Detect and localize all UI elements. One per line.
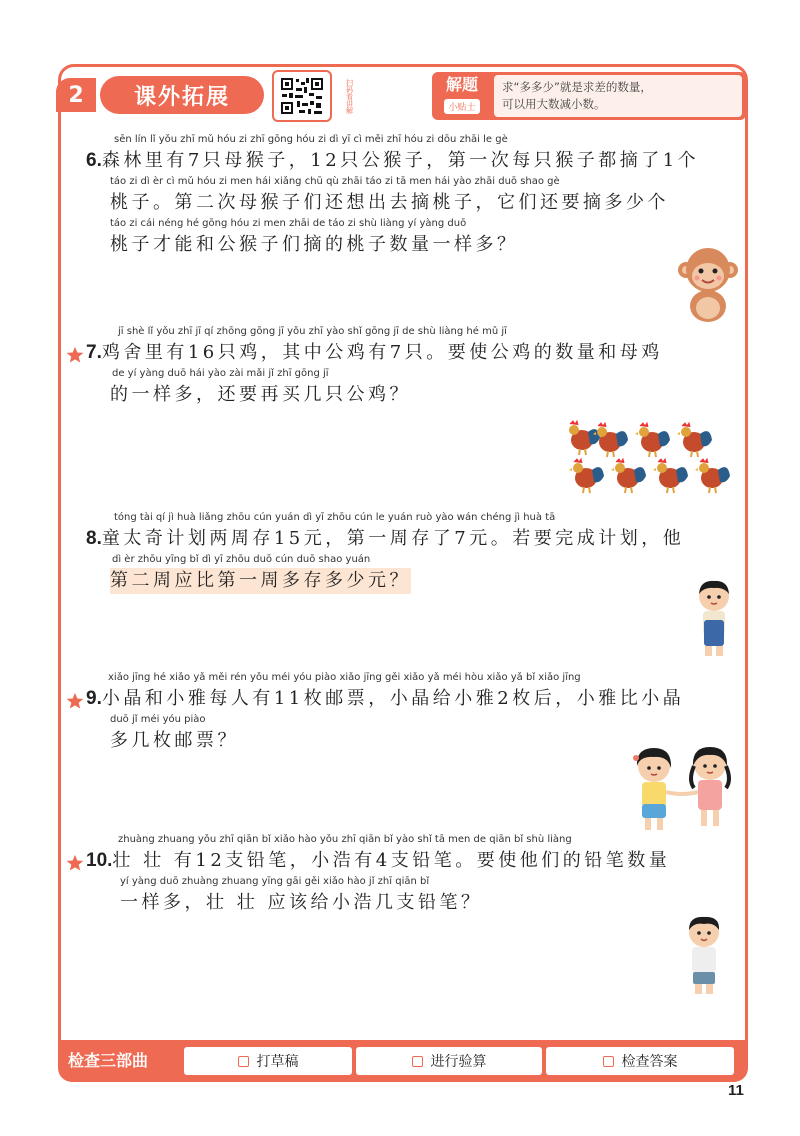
tip-tag-title: 解题 bbox=[445, 75, 478, 94]
problem-number: 9 bbox=[86, 688, 97, 709]
tip-text bbox=[494, 75, 742, 117]
problem-line bbox=[86, 326, 746, 368]
problem-line bbox=[86, 512, 746, 554]
problem-text: 8.童太奇计划两周存15元，第一周存了7元。若要完成计划，他 bbox=[86, 528, 685, 549]
tip-line-1: 求“多多少”就是求差的数量， bbox=[502, 80, 652, 94]
pinyin-line: tóng tài qí jì huà liǎng zhōu cún yuán dì yī zhōu cún le yuán ruò yào wán chéng jì huà tā bbox=[114, 512, 556, 523]
check-steps-label: 检查三部曲 bbox=[68, 1051, 149, 1070]
problem-6 bbox=[86, 134, 746, 260]
checkbox-icon bbox=[238, 1056, 249, 1067]
pinyin-line: yí yàng duō zhuàng zhuang yīng gāi gěi xiǎo hào jǐ zhī qiān bǐ bbox=[120, 876, 430, 887]
problem-number: 8 bbox=[86, 528, 97, 549]
section-number: 2 bbox=[56, 78, 96, 112]
qr-code[interactable] bbox=[272, 70, 332, 122]
roosters-illustration-icon bbox=[568, 420, 738, 496]
problem-line bbox=[86, 876, 746, 918]
tip-tag bbox=[436, 75, 488, 114]
tip-tag-sub: 小贴士 bbox=[444, 99, 479, 114]
boy-with-pencils-illustration-icon bbox=[680, 914, 730, 996]
star-icon bbox=[66, 692, 84, 710]
pinyin-line: táo zi cái néng hé gōng hóu zi men zhāi de táo zi shù liàng yí yàng duō bbox=[110, 218, 467, 229]
problem-text-line: 小晶和小雅每人有11枚邮票，小晶给小雅2枚后，小雅比小晶 bbox=[101, 688, 685, 709]
problem-text: 9.小晶和小雅每人有11枚邮票，小晶给小雅2枚后，小雅比小晶 bbox=[86, 688, 685, 709]
step-check-answer-label: 检查答案 bbox=[621, 1054, 678, 1070]
problem-line bbox=[86, 368, 746, 410]
step-check-answer-checkbox[interactable] bbox=[546, 1047, 734, 1075]
problem-text: 10.壮 壮 有12支铅笔，小浩有4支铅笔。要使他们的铅笔数量 bbox=[86, 850, 671, 871]
pinyin-line: dì èr zhōu yīng bǐ dì yī zhōu duō cún duō shao yuán bbox=[112, 554, 371, 565]
boy-illustration-icon bbox=[690, 578, 738, 660]
pinyin-line: jī shè lǐ yǒu zhī jī qí zhōng gōng jī yǒu zhī yào shǐ gōng jī de shù liàng hé mǔ jī bbox=[118, 326, 507, 337]
qr-code-icon bbox=[279, 76, 325, 116]
pinyin-line: zhuàng zhuang yǒu zhī qiān bǐ xiǎo hào yǒu zhī qiān bǐ yào shǐ tā men de qiān bǐ shù liàng bbox=[118, 834, 572, 845]
problem-line bbox=[86, 554, 746, 596]
tip-line-2: 可以用大数减小数。 bbox=[502, 97, 606, 111]
girls-illustration-icon bbox=[622, 744, 738, 834]
pinyin-line: sēn lín lǐ yǒu zhī mǔ hóu zi zhī gōng hóu zi dì yī cì měi zhī hóu zi dōu zhāi le gè bbox=[114, 134, 508, 145]
pinyin-line: de yí yàng duō hái yào zài mǎi jǐ zhī gōng jī bbox=[112, 368, 329, 379]
problem-text-line: 第二周应比第一周多存多少元？ bbox=[110, 568, 411, 594]
problem-line bbox=[86, 218, 746, 260]
problem-number: 7 bbox=[86, 342, 97, 363]
pinyin-line: xiǎo jīng hé xiǎo yǎ měi rén yǒu méi yóu piào xiǎo jīng gěi xiǎo yǎ méi hòu xiǎo yǎ bǐ xiǎo jīng bbox=[108, 672, 581, 683]
section-title: 课外拓展 bbox=[100, 76, 264, 114]
problem-number: 10 bbox=[86, 850, 108, 871]
step-draft-label: 打草稿 bbox=[256, 1054, 299, 1070]
problem-number: 6 bbox=[86, 150, 97, 171]
star-icon bbox=[66, 854, 84, 872]
problem-10 bbox=[86, 834, 746, 918]
problem-line bbox=[86, 672, 746, 714]
problem-text-line: 多几枚邮票？ bbox=[110, 730, 239, 751]
problem-line bbox=[86, 834, 746, 876]
step-draft-checkbox[interactable] bbox=[184, 1047, 352, 1075]
problem-text-line: 的一样多，还要再买几只公鸡？ bbox=[110, 384, 411, 405]
problem-text-line: 一样多，壮 壮 应该给小浩几支铅笔？ bbox=[120, 892, 483, 913]
check-steps-bar bbox=[58, 1040, 748, 1082]
problem-7 bbox=[86, 326, 746, 410]
checkbox-icon bbox=[412, 1056, 423, 1067]
pinyin-line: táo zi dì èr cì mǔ hóu zi men hái xiǎng chū qù zhāi táo zi tā men hái yào zhāi duō shao gè bbox=[110, 176, 560, 187]
problem-text-line: 童太奇计划两周存15元，第一周存了7元。若要完成计划，他 bbox=[101, 528, 685, 549]
problem-text-line: 桃子。第二次母猴子们还想出去摘桃子，它们还要摘多少个 bbox=[110, 192, 669, 213]
problem-line bbox=[86, 134, 746, 176]
pinyin-line: duō jǐ méi yóu piào bbox=[110, 714, 206, 725]
page-number: 11 bbox=[728, 1082, 744, 1099]
problem-text: 7.鸡舍里有16只鸡，其中公鸡有7只。要使公鸡的数量和母鸡 bbox=[86, 342, 663, 363]
step-verify-label: 进行验算 bbox=[430, 1054, 487, 1070]
problem-text-line: 桃子才能和公猴子们摘的桃子数量一样多？ bbox=[110, 234, 519, 255]
checkbox-icon bbox=[603, 1056, 614, 1067]
qr-caption: 扫码看讲解 bbox=[345, 78, 354, 114]
problem-text: 6.森林里有7只母猴子，12只公猴子，第一次每只猴子都摘了1个 bbox=[86, 150, 700, 171]
problem-line bbox=[86, 176, 746, 218]
problem-8 bbox=[86, 512, 746, 596]
problem-text-line: 鸡舍里有16只鸡，其中公鸡有7只。要使公鸡的数量和母鸡 bbox=[101, 342, 663, 363]
tip-box bbox=[432, 72, 746, 120]
step-verify-checkbox[interactable] bbox=[356, 1047, 542, 1075]
problem-text-line: 森林里有7只母猴子，12只公猴子，第一次每只猴子都摘了1个 bbox=[101, 150, 700, 171]
monkey-illustration-icon bbox=[676, 244, 740, 324]
problem-text-line: 壮 壮 有12支铅笔，小浩有4支铅笔。要使他们的铅笔数量 bbox=[112, 850, 671, 871]
star-icon bbox=[66, 346, 84, 364]
